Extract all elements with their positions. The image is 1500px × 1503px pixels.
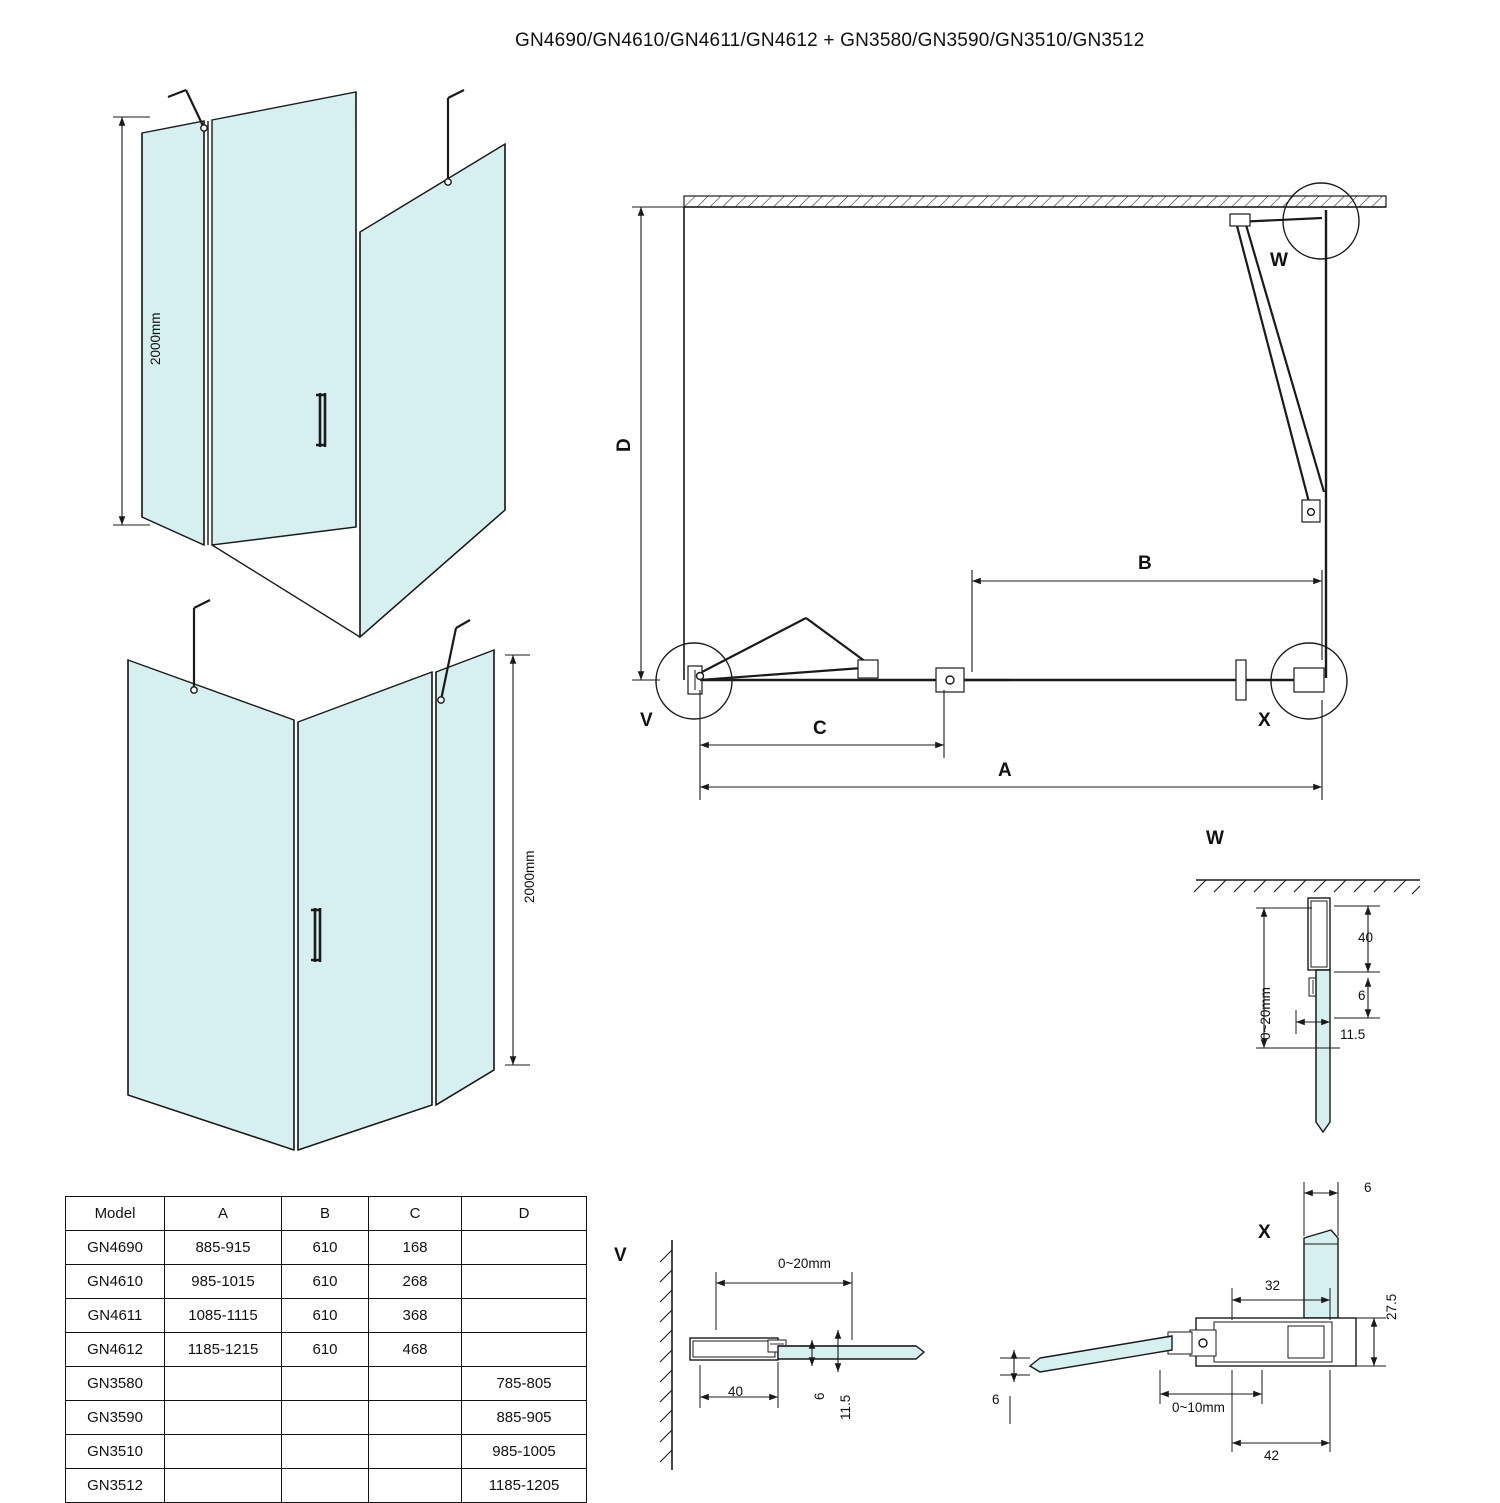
cell-a xyxy=(165,1435,282,1469)
detail-v-glass-thickness-label: 6 xyxy=(812,1392,827,1400)
plan-view xyxy=(632,183,1386,800)
cell-a: 1085-1115 xyxy=(165,1299,282,1333)
table-row xyxy=(66,1469,587,1503)
table-header-a: A xyxy=(165,1197,282,1231)
detail-x-title: X xyxy=(1258,1222,1271,1243)
table-header-model: Model xyxy=(66,1197,165,1231)
table-header-d: D xyxy=(462,1197,587,1231)
detail-x-glass-thickness-top-label: 6 xyxy=(1364,1180,1372,1195)
table-row xyxy=(66,1333,587,1367)
cell-model: GN4611 xyxy=(66,1299,165,1333)
detail-x-inner-width-label: 32 xyxy=(1265,1278,1281,1293)
table-row xyxy=(66,1265,587,1299)
detail-w-profile-width-label: 11.5 xyxy=(1340,1027,1366,1042)
cell-a: 885-915 xyxy=(165,1231,282,1265)
table-row xyxy=(66,1231,587,1265)
cell-a: 985-1015 xyxy=(165,1265,282,1299)
cell-d xyxy=(462,1231,587,1265)
cell-d: 985-1005 xyxy=(462,1435,587,1469)
cell-c: 268 xyxy=(369,1265,462,1299)
cell-b: 610 xyxy=(282,1231,369,1265)
iso-view-bottom xyxy=(128,600,530,1150)
cell-b xyxy=(282,1435,369,1469)
cell-model: GN4690 xyxy=(66,1231,165,1265)
cell-d: 885-905 xyxy=(462,1401,587,1435)
cell-a xyxy=(165,1401,282,1435)
cell-d xyxy=(462,1265,587,1299)
cell-b xyxy=(282,1401,369,1435)
iso-top-height-label: 2000mm xyxy=(148,312,163,365)
cell-c: 168 xyxy=(369,1231,462,1265)
iso-bottom-height-label: 2000mm xyxy=(522,850,537,903)
cell-c xyxy=(369,1401,462,1435)
cell-b xyxy=(282,1469,369,1503)
cell-model: GN4612 xyxy=(66,1333,165,1367)
cell-model: GN4610 xyxy=(66,1265,165,1299)
plan-dim-d-label: D xyxy=(614,438,635,452)
cell-d xyxy=(462,1333,587,1367)
detail-x-adjust-label: 0~10mm xyxy=(1172,1400,1225,1415)
detail-w-gap-label: 0~20mm xyxy=(1258,987,1273,1040)
cell-c: 468 xyxy=(369,1333,462,1367)
cell-d: 785-805 xyxy=(462,1367,587,1401)
iso-view-top xyxy=(113,90,505,637)
plan-dim-a-label: A xyxy=(998,760,1012,781)
detail-marker-v: V xyxy=(640,710,653,731)
cell-d: 1185-1205 xyxy=(462,1469,587,1503)
detail-w xyxy=(1194,880,1420,1132)
detail-v-gap-label: 0~20mm xyxy=(778,1256,831,1271)
page-title: GN4690/GN4610/GN4611/GN4612 + GN3580/GN3590/GN3510/GN3512 xyxy=(515,30,1145,51)
detail-marker-w: W xyxy=(1270,250,1288,271)
cell-model: GN3512 xyxy=(66,1469,165,1503)
cell-b: 610 xyxy=(282,1265,369,1299)
detail-w-glass-thickness-label: 6 xyxy=(1358,988,1366,1003)
plan-dim-b-label: B xyxy=(1138,553,1152,574)
table-row xyxy=(66,1367,587,1401)
cell-model: GN3590 xyxy=(66,1401,165,1435)
detail-v-title: V xyxy=(614,1245,627,1266)
cell-b xyxy=(282,1367,369,1401)
table-row xyxy=(66,1435,587,1469)
cell-c xyxy=(369,1435,462,1469)
cell-model: GN3510 xyxy=(66,1435,165,1469)
cell-c: 368 xyxy=(369,1299,462,1333)
detail-marker-x: X xyxy=(1258,710,1271,731)
table-header-row xyxy=(66,1197,587,1231)
cell-c xyxy=(369,1367,462,1401)
detail-x-glass-thickness-left-label: 6 xyxy=(992,1392,1000,1407)
cell-d xyxy=(462,1299,587,1333)
cell-model: GN3580 xyxy=(66,1367,165,1401)
cell-b: 610 xyxy=(282,1333,369,1367)
cell-c xyxy=(369,1469,462,1503)
table-row xyxy=(66,1401,587,1435)
model-dimensions-table xyxy=(65,1196,587,1503)
detail-x-outer-width-label: 42 xyxy=(1264,1448,1280,1463)
cell-a xyxy=(165,1469,282,1503)
table-header-c: C xyxy=(369,1197,462,1231)
detail-v-profile-width-label: 40 xyxy=(728,1384,744,1399)
detail-v xyxy=(660,1240,924,1470)
detail-x-height-label: 27.5 xyxy=(1384,1293,1399,1320)
cell-b: 610 xyxy=(282,1299,369,1333)
cell-a xyxy=(165,1367,282,1401)
table-header-b: B xyxy=(282,1197,369,1231)
detail-w-profile-height-label: 40 xyxy=(1358,930,1374,945)
detail-w-title: W xyxy=(1206,828,1224,849)
detail-v-profile-depth-label: 11.5 xyxy=(838,1394,853,1420)
plan-dim-c-label: C xyxy=(813,718,827,739)
table-row xyxy=(66,1299,587,1333)
cell-a: 1185-1215 xyxy=(165,1333,282,1367)
